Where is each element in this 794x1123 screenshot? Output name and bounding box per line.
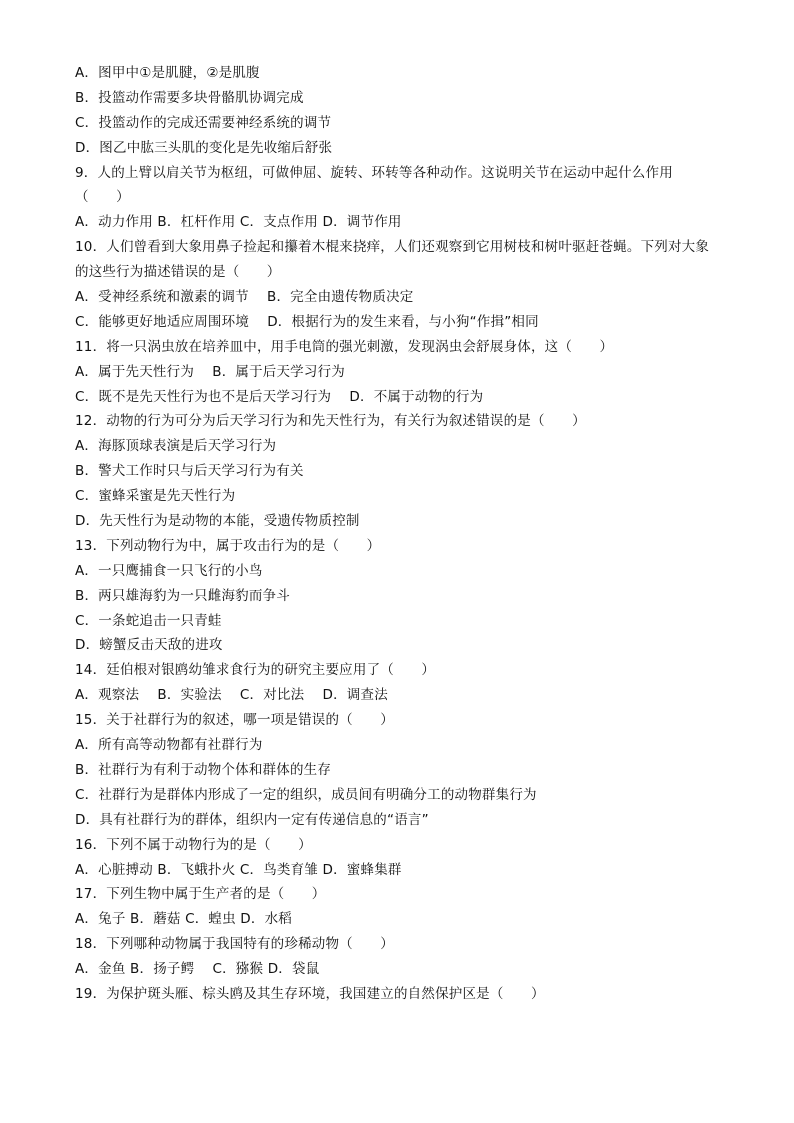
question-16-stem: 16．下列不属于动物行为的是（ ） bbox=[75, 836, 312, 853]
question-14-options: A．观察法 B．实验法 C．对比法 D．调查法 bbox=[75, 687, 388, 704]
option-line: B．警犬工作时只与后天学习行为有关 bbox=[75, 463, 304, 480]
question-19-stem: 19．为保护斑头雁、棕头鸥及其生存环境，我国建立的自然保护区是（ ） bbox=[75, 985, 545, 1002]
question-11-options-ab: A．属于先天性行为 B．属于后天学习行为 bbox=[75, 363, 345, 380]
option-line: C．一条蛇追击一只青蛙 bbox=[75, 612, 222, 629]
question-9-options: A．动力作用 B．杠杆作用 C．支点作用 D．调节作用 bbox=[75, 214, 402, 231]
option-line: C．投篮动作的完成还需要神经系统的调节 bbox=[75, 114, 332, 131]
question-10-options-cd: C．能够更好地适应周围环境 D．根据行为的发生来看，与小狗“作揖”相同 bbox=[75, 313, 539, 330]
option-line: D．图乙中肱三头肌的变化是先收缩后舒张 bbox=[75, 139, 333, 156]
option-line: D．螃蟹反击天敌的进攻 bbox=[75, 637, 223, 654]
question-15-stem: 15．关于社群行为的叙述，哪一项是错误的（ ） bbox=[75, 712, 394, 729]
question-17-stem: 17．下列生物中属于生产者的是（ ） bbox=[75, 886, 326, 903]
question-10-stem: 10．人们曾看到大象用鼻子捡起和攥着木棍来挠痒，人们还观察到它用树枝和树叶驱赶苍蝇。下列对大象 bbox=[75, 239, 710, 256]
question-9-stem: 9．人的上臂以肩关节为枢纽，可做伸屈、旋转、环转等各种动作。这说明关节在运动中起什么作用 bbox=[75, 164, 673, 181]
option-line: C．蜜蜂采蜜是先天性行为 bbox=[75, 488, 236, 505]
option-line: A．图甲中①是肌腱，②是肌腹 bbox=[75, 65, 260, 81]
question-11-options-cd: C．既不是先天性行为也不是后天学习行为 D．不属于动物的行为 bbox=[75, 388, 484, 405]
option-line: B．社群行为有利于动物个体和群体的生存 bbox=[75, 761, 332, 778]
option-line: B．两只雄海豹为一只雌海豹而争斗 bbox=[75, 587, 290, 604]
question-16-options: A．心脏搏动 B．飞蛾扑火 C．鸟类育雏 D．蜜蜂集群 bbox=[75, 861, 402, 878]
question-14-stem: 14．廷伯根对银鸥幼雏求食行为的研究主要应用了（ ） bbox=[75, 662, 436, 679]
question-9-stem-cont: （ ） bbox=[75, 189, 130, 206]
option-line: B．投篮动作需要多块骨骼肌协调完成 bbox=[75, 89, 304, 106]
option-line: D．先天性行为是动物的本能，受遗传物质控制 bbox=[75, 513, 360, 530]
option-line: D．具有社群行为的群体，组织内一定有传递信息的“语言” bbox=[75, 811, 429, 828]
option-line: C．社群行为是群体内形成了一定的组织，成员间有明确分工的动物群集行为 bbox=[75, 786, 537, 803]
question-10-options-ab: A．受神经系统和激素的调节 B．完全由遗传物质决定 bbox=[75, 289, 414, 306]
option-line: A．海豚顶球表演是后天学习行为 bbox=[75, 438, 277, 455]
question-13-stem: 13．下列动物行为中，属于攻击行为的是（ ） bbox=[75, 537, 381, 554]
question-18-stem: 18．下列哪种动物属于我国特有的珍稀动物（ ） bbox=[75, 936, 394, 953]
question-17-options: A．兔子 B．蘑菇 C．蝗虫 D．水稻 bbox=[75, 911, 292, 928]
option-line: A．所有高等动物都有社群行为 bbox=[75, 737, 263, 754]
question-12-stem: 12．动物的行为可分为后天学习行为和先天性行为，有关行为叙述错误的是（ ） bbox=[75, 413, 586, 430]
question-11-stem: 11．将一只涡虫放在培养皿中，用手电筒的强光刺激，发现涡虫会舒展身体，这（ ） bbox=[75, 338, 614, 355]
question-10-stem-cont: 的这些行为描述错误的是（ ） bbox=[75, 264, 281, 281]
question-list bbox=[75, 61, 725, 1007]
option-line: A．一只鹰捕食一只飞行的小鸟 bbox=[75, 562, 263, 579]
question-18-options: A．金鱼 B．扬子鳄 C．猕猴 D．袋鼠 bbox=[75, 961, 320, 978]
